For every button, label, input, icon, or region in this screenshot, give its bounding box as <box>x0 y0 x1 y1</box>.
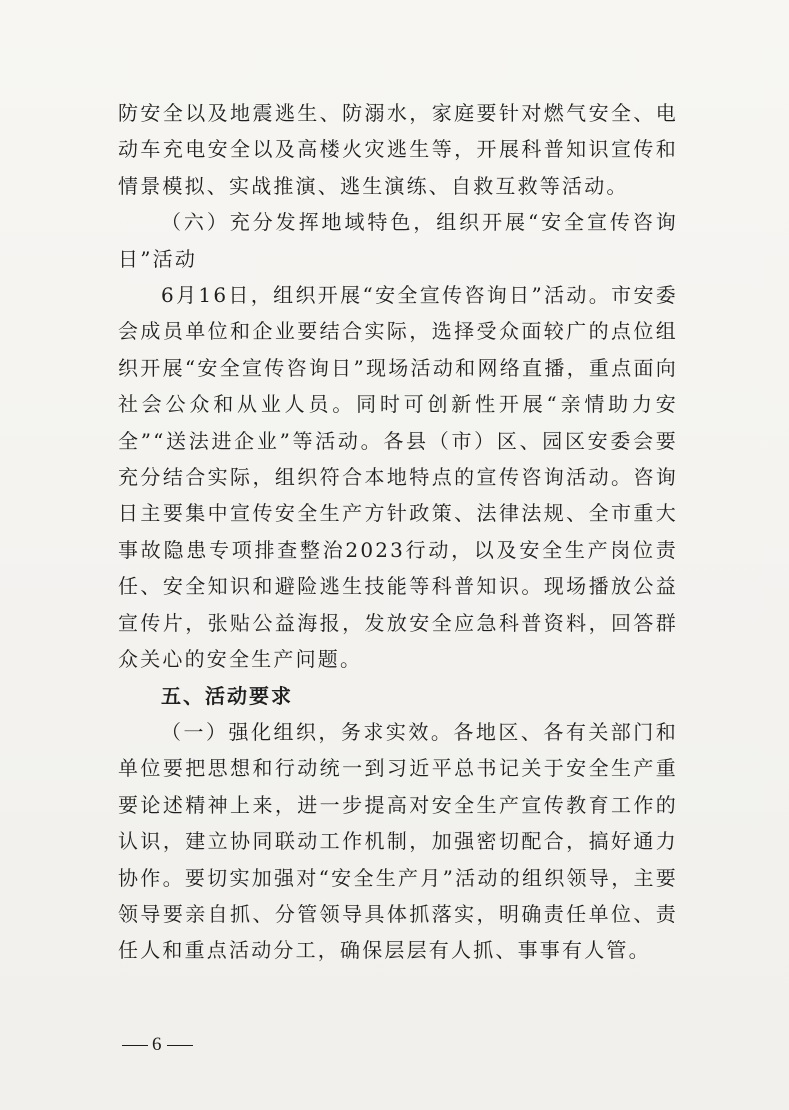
footer-dash-right <box>167 1045 193 1047</box>
paragraph-continuation: 防安全以及地震逃生、防溺水，家庭要针对燃气安全、电动车充电安全以及高楼火灾逃生等，开展科普知识宣传和情景模拟、实战推演、逃生演练、自救互救等活动。 <box>118 101 678 198</box>
page-footer <box>118 1034 197 1056</box>
section-heading-five: 五、活动要求 <box>161 683 293 708</box>
footer-dash-left <box>122 1045 148 1047</box>
paragraph-organization: （一）强化组织，务求实效。各地区、各有关部门和单位要把思想和行动统一到习近平总书记关于安全生产重要论述精神上来，进一步提高对安全生产宣传教育工作的认识，建立协同联动工作机制，加强密切配合，搞好通力协作。要切实加强对“安全生产月”活动的组织领导，主要领导要亲自抓、分管领导具体抓落实，明确责任单位、责任人和重点活动分工，确保层层有人抓、事事有人管。 <box>118 719 678 963</box>
paragraph-consult-day: 6月16日，组织开展“安全宣传咨询日”活动。市安委会成员单位和企业要结合实际，选择受众面较广的点位组织开展“安全宣传咨询日”现场活动和网络直播，重点面向社会公众和从业人员。同时可创新性开展“亲情助力安全”“送法进企业”等活动。各县（市）区、园区安委会要充分结合实际，组织符合本地特点的宣传咨询活动。咨询日主要集中宣传安全生产方针政策、法律法规、全市重大事故隐患专项排查整治2023行动，以及安全生产岗位责任、安全知识和避险逃生技能等科普知识。现场播放公益宣传片，张贴公益海报，发放安全应急科普资料，回答群众关心的安全生产问题。 <box>118 283 678 672</box>
subheading-six: （六）充分发挥地域特色，组织开展“安全宣传咨询日”活动 <box>118 210 678 271</box>
body-text <box>118 95 678 969</box>
page-number: 6 <box>152 1034 163 1055</box>
